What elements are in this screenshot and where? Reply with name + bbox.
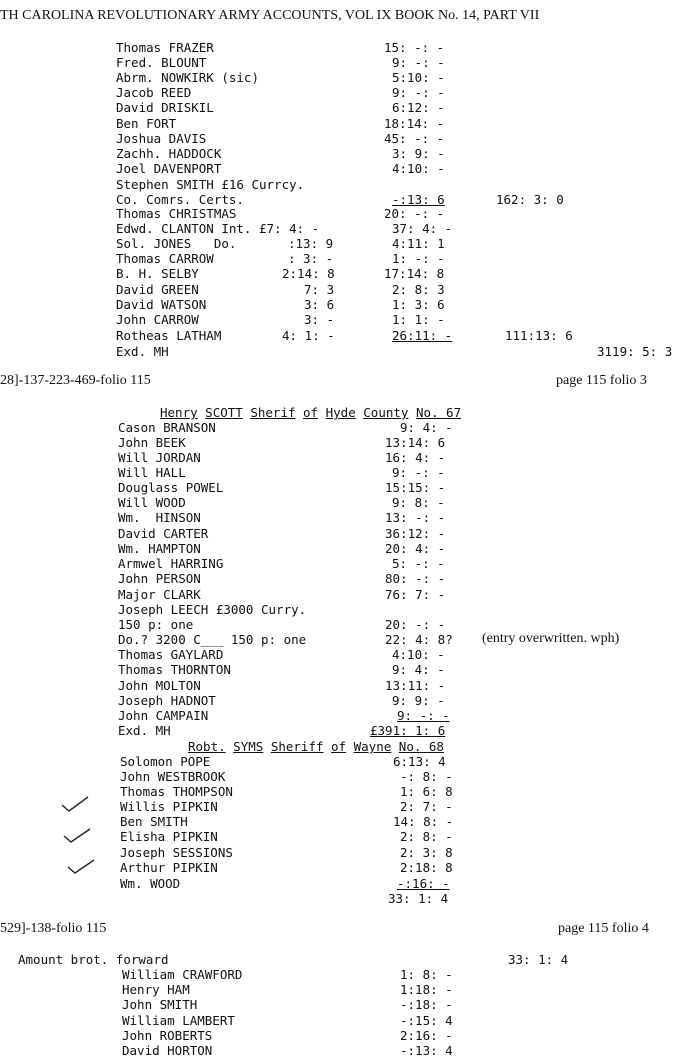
folio-reference-right: page 115 folio 3 <box>556 373 647 388</box>
entry-name: Joel DAVENPORT <box>116 161 222 176</box>
entry-name: Wm. HAMPTON <box>118 541 201 556</box>
entry-name: John PERSON <box>118 571 201 586</box>
check-mark-icon <box>66 857 96 875</box>
entry-name: Elisha PIPKIN <box>120 829 218 844</box>
entry-name: Exd. MH <box>116 344 169 359</box>
section-total: 33: 1: 4 <box>388 891 449 906</box>
entry-name: Ben SMITH <box>120 814 188 829</box>
entry-amount: -:18: - <box>400 997 453 1012</box>
heading-word: County <box>363 405 409 420</box>
entry-amount: 9: 8: - <box>392 495 445 510</box>
heading-word: Sheriff <box>270 739 324 754</box>
folio-reference-left: 28]-137-223-469-folio 115 <box>0 373 151 388</box>
amount-brought-forward-label: Amount brot. forward <box>18 952 169 967</box>
section-total: £391: 1: 6 <box>370 723 446 738</box>
check-mark-icon <box>62 826 92 844</box>
entry-amount: 20: 4: - <box>385 541 446 556</box>
entry-name: Will HALL <box>118 465 186 480</box>
entry-name: Major CLARK <box>118 587 201 602</box>
entry-amount: 2: 3: 8 <box>400 845 453 860</box>
entry-sub-amount: 3: - <box>304 312 335 327</box>
entry-amount: 9: -: - <box>392 85 445 100</box>
entry-name: Henry HAM <box>122 982 190 997</box>
entry-sub-amount: 3: 6 <box>304 297 335 312</box>
entry-name: Do.? 3200 C___ 150 p: one <box>118 632 307 647</box>
entry-name: Stephen SMITH £16 Currcy. <box>116 177 305 192</box>
entry-amount: -:16: - <box>397 876 450 891</box>
entry-name: David GREEN <box>116 282 199 297</box>
entry-name: John ROBERTS <box>122 1028 213 1043</box>
entry-amount: 20: -: - <box>385 617 446 632</box>
entry-name: William CRAWFORD <box>122 967 243 982</box>
entry-sub-amount: 4: 1: - <box>282 328 335 343</box>
entry-name: Zachh. HADDOCK <box>116 146 222 161</box>
entry-amount: 80: -: - <box>385 571 446 586</box>
entry-name: Cason BRANSON <box>118 420 216 435</box>
entry-name: Rotheas LATHAM <box>116 328 222 343</box>
entry-name: Abrm. NOWKIRK (sic) <box>116 70 259 85</box>
heading-word: of <box>303 405 319 420</box>
entry-amount: 1: 8: - <box>400 967 453 982</box>
grand-total: 3119: 5: 3 <box>597 344 673 359</box>
folio-reference-left: 529]-138-folio 115 <box>0 921 107 936</box>
entry-name: Armwel HARRING <box>118 556 224 571</box>
entry-name: John CAMPAIN <box>118 708 209 723</box>
entry-amount: 14: 8: - <box>393 814 454 829</box>
entry-amount: 15: -: - <box>384 40 445 55</box>
entry-amount: 13: -: - <box>385 510 446 525</box>
entry-name: John MOLTON <box>118 678 201 693</box>
entry-name: Will JORDAN <box>118 450 201 465</box>
entry-name: Douglass POWEL <box>118 480 224 495</box>
entry-amount: 37: 4: - <box>392 221 453 236</box>
entry-amount: 5:10: - <box>392 70 445 85</box>
entry-name: Thomas THOMPSON <box>120 784 233 799</box>
heading-word: Sherif <box>250 405 296 420</box>
amount-brought-forward-value: 33: 1: 4 <box>508 952 569 967</box>
entry-name: Exd. MH <box>118 723 171 738</box>
heading-word: Robt. <box>188 739 226 754</box>
entry-name: Joseph HADNOT <box>118 693 216 708</box>
heading-word: Hyde <box>325 405 356 420</box>
entry-amount: 3: 9: - <box>392 146 445 161</box>
entry-name: Solomon POPE <box>120 754 211 769</box>
entry-amount: 2: 8: 3 <box>392 282 445 297</box>
entry-amount: 26:11: - <box>392 328 453 343</box>
entry-name: John CARROW <box>116 312 199 327</box>
entry-amount: 1: -: - <box>392 251 445 266</box>
entry-name: David WATSON <box>116 297 207 312</box>
entry-name: John WESTBROOK <box>120 769 226 784</box>
entry-name: Wm. WOOD <box>120 876 181 891</box>
entry-sub-amount: 2:14: 8 <box>282 266 335 281</box>
entry-amount: 6:12: - <box>392 100 445 115</box>
heading-word: SYMS <box>233 739 264 754</box>
entry-amount: 36:12: - <box>385 526 446 541</box>
entry-sub-amount: 7: 3 <box>304 282 335 297</box>
entry-amount: 9: 4: - <box>400 420 453 435</box>
entry-amount: 20: -: - <box>384 206 445 221</box>
entry-name: Wm. HINSON <box>118 510 201 525</box>
entry-amount: 6:13: 4 <box>393 754 446 769</box>
entry-name: B. H. SELBY <box>116 266 199 281</box>
entry-name: Thomas CARROW <box>116 251 214 266</box>
entry-amount: 45: -: - <box>384 131 445 146</box>
entry-amount: -:13: 6 <box>392 192 445 207</box>
heading-word: Henry <box>160 405 198 420</box>
entry-name: Will WOOD <box>118 495 186 510</box>
entry-name: Co. Comrs. Certs. <box>116 192 244 207</box>
heading-word: No. 67 <box>415 405 462 420</box>
heading-word: of <box>331 739 347 754</box>
entry-name: Thomas FRAZER <box>116 40 214 55</box>
entry-name: John BEEK <box>118 435 186 450</box>
entry-name: Willis PIPKIN <box>120 799 218 814</box>
entry-name: Joseph LEECH £3000 Curry. <box>118 602 307 617</box>
editor-note: (entry overwritten. wph) <box>482 631 620 646</box>
folio-reference-right: page 115 folio 4 <box>558 921 649 936</box>
entry-amount: 4:11: 1 <box>392 236 445 251</box>
entry-name: Sol. JONES Do. <box>116 236 237 251</box>
entry-amount: 17:14: 8 <box>384 266 445 281</box>
entry-name: Thomas CHRISTMAS <box>116 206 237 221</box>
entry-sub-amount: :13: 9 <box>288 236 334 251</box>
entry-amount: 5: -: - <box>392 556 445 571</box>
entry-amount: 2:18: 8 <box>400 860 453 875</box>
entry-name: Fred. BLOUNT <box>116 55 207 70</box>
entry-amount: 13:11: - <box>385 678 446 693</box>
subtotal-2: 111:13: 6 <box>505 328 573 343</box>
entry-amount: 2:16: - <box>400 1028 453 1043</box>
entry-amount: 9: -: - <box>397 708 450 723</box>
entry-amount: 1: 6: 8 <box>400 784 453 799</box>
entry-name: Thomas GAYLARD <box>118 647 224 662</box>
entry-amount: 4:10: - <box>392 647 445 662</box>
entry-amount: 76: 7: - <box>385 587 446 602</box>
entry-amount: -:13: 4 <box>400 1043 453 1058</box>
entry-amount: 2: 7: - <box>400 799 453 814</box>
entry-name: Arthur PIPKIN <box>120 860 218 875</box>
entry-amount: 1: 1: - <box>392 312 445 327</box>
entry-amount: 2: 8: - <box>400 829 453 844</box>
section-2-heading <box>160 405 461 420</box>
entry-name: John SMITH <box>122 997 198 1012</box>
entry-name: William LAMBERT <box>122 1013 235 1028</box>
entry-amount: 15:15: - <box>385 480 446 495</box>
entry-amount: -: 8: - <box>400 769 453 784</box>
entry-amount: 4:10: - <box>392 161 445 176</box>
entry-amount: 22: 4: 8? <box>385 632 453 647</box>
entry-name: Thomas THORNTON <box>118 662 231 677</box>
entry-name: David CARTER <box>118 526 209 541</box>
heading-word: Wayne <box>353 739 392 754</box>
entry-name: Joseph SESSIONS <box>120 845 233 860</box>
entry-amount: 9: 9: - <box>392 693 445 708</box>
entry-amount: -:15: 4 <box>400 1013 453 1028</box>
entry-name: Ben FORT <box>116 116 177 131</box>
entry-name: Edwd. CLANTON Int. £7: 4: - <box>116 221 320 236</box>
entry-sub-amount: : 3: - <box>288 251 334 266</box>
subtotal-1: 162: 3: 0 <box>496 192 564 207</box>
entry-amount: 1:18: - <box>400 982 453 997</box>
entry-name: David DRISKIL <box>116 100 214 115</box>
entry-amount: 16: 4: - <box>385 450 446 465</box>
entry-amount: 9: -: - <box>392 465 445 480</box>
page-header: TH CAROLINA REVOLUTIONARY ARMY ACCOUNTS, VOL IX BOOK No. 14, PART VII <box>0 8 540 23</box>
check-mark-icon <box>60 795 90 813</box>
heading-word: SCOTT <box>205 405 243 420</box>
entry-name: Jacob REED <box>116 85 192 100</box>
entry-amount: 9: 4: - <box>392 662 445 677</box>
heading-word: No. 68 <box>398 739 444 754</box>
entry-name: 150 p: one <box>118 617 194 632</box>
section-3-heading <box>188 739 444 754</box>
entry-amount: 9: -: - <box>392 55 445 70</box>
entry-name: Joshua DAVIS <box>116 131 207 146</box>
entry-amount: 13:14: 6 <box>385 435 446 450</box>
entry-amount: 18:14: - <box>384 116 445 131</box>
entry-name: David HORTON <box>122 1043 213 1058</box>
entry-amount: 1: 3: 6 <box>392 297 445 312</box>
